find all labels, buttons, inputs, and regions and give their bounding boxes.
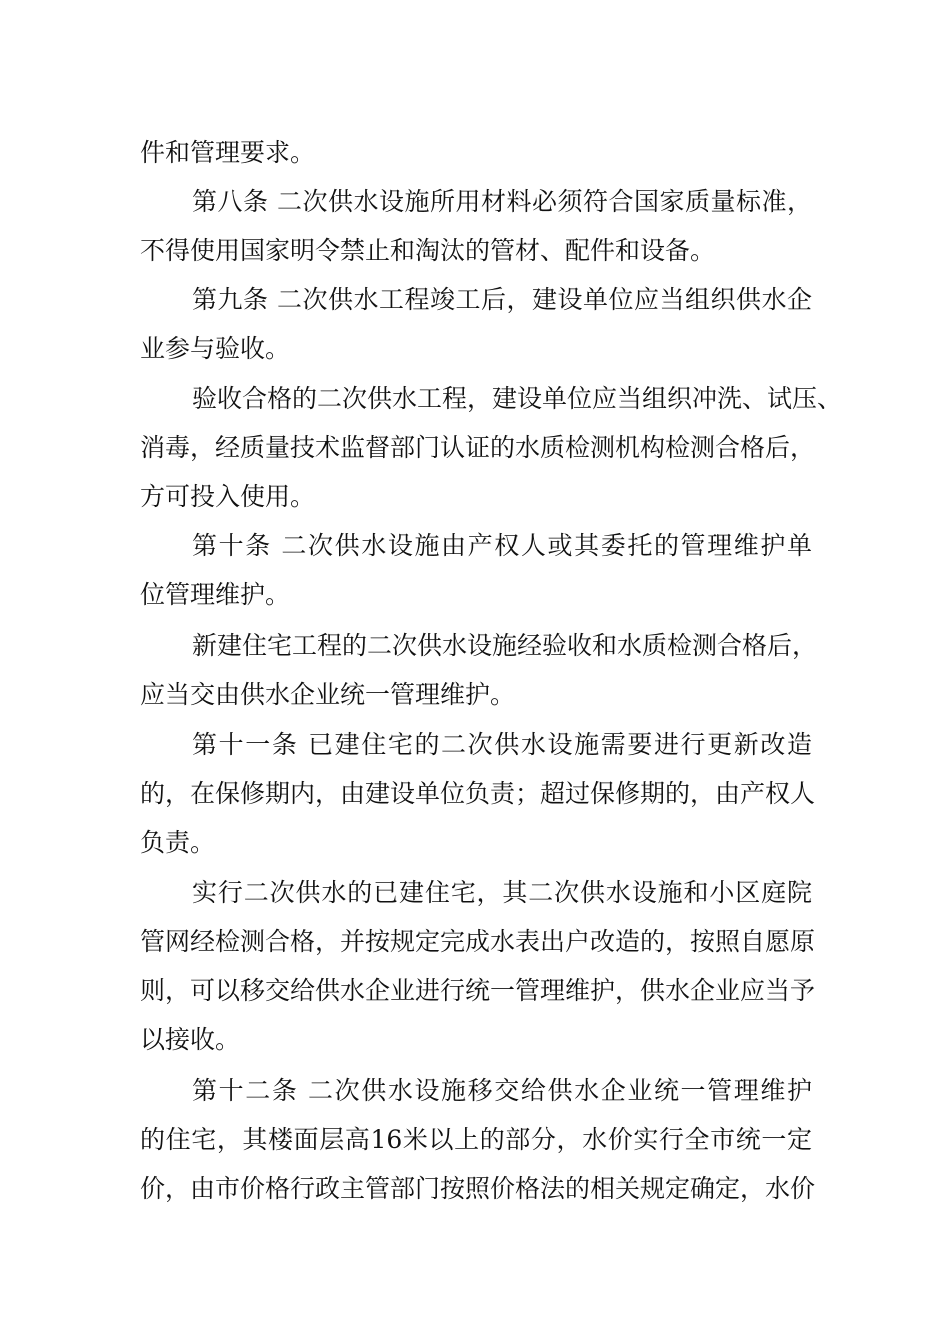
text-line: 价，由市价格行政主管部门按照价格法的相关规定确定，水价 bbox=[140, 1174, 816, 1203]
text-line: 实行二次供水的已建住宅，其二次供水设施和小区庭院 bbox=[192, 878, 812, 907]
text-line: 管网经检测合格，并按规定完成水表出户改造的，按照自愿原 bbox=[140, 927, 816, 956]
article-11-line: 第十一条 已建住宅的二次供水设施需要进行更新改造 bbox=[192, 730, 812, 759]
text-line: 业参与验收。 bbox=[140, 334, 291, 363]
text-line: 则，可以移交给供水企业进行统一管理维护，供水企业应当予 bbox=[140, 976, 816, 1005]
text-line: 应当交由供水企业统一管理维护。 bbox=[140, 680, 516, 709]
article-9-line: 第九条 二次供水工程竣工后，建设单位应当组织供水企 bbox=[192, 285, 812, 314]
text-line: 的住宅，其楼面层高16米以上的部分，水价实行全市统一定 bbox=[140, 1125, 812, 1154]
text-line: 消毒，经质量技术监督部门认证的水质检测机构检测合格后， bbox=[140, 433, 816, 462]
text-line: 的，在保修期内，由建设单位负责；超过保修期的，由产权人 bbox=[140, 779, 816, 808]
text-line: 位管理维护。 bbox=[140, 580, 291, 609]
text-line: 新建住宅工程的二次供水设施经验收和水质检测合格后， bbox=[192, 631, 818, 660]
text-line: 以接收。 bbox=[140, 1025, 241, 1054]
article-12-line: 第十二条 二次供水设施移交给供水企业统一管理维护 bbox=[192, 1076, 812, 1105]
text-line: 方可投入使用。 bbox=[140, 482, 316, 511]
text-line: 验收合格的二次供水工程，建设单位应当组织冲洗、试压、 bbox=[192, 384, 843, 413]
text-line: 负责。 bbox=[140, 828, 216, 857]
text-line: 件和管理要求。 bbox=[140, 138, 316, 167]
text-line: 不得使用国家明令禁止和淘汰的管材、配件和设备。 bbox=[140, 236, 716, 265]
article-10-line: 第十条 二次供水设施由产权人或其委托的管理维护单 bbox=[192, 531, 812, 560]
article-8-line: 第八条 二次供水设施所用材料必须符合国家质量标准， bbox=[192, 187, 812, 216]
